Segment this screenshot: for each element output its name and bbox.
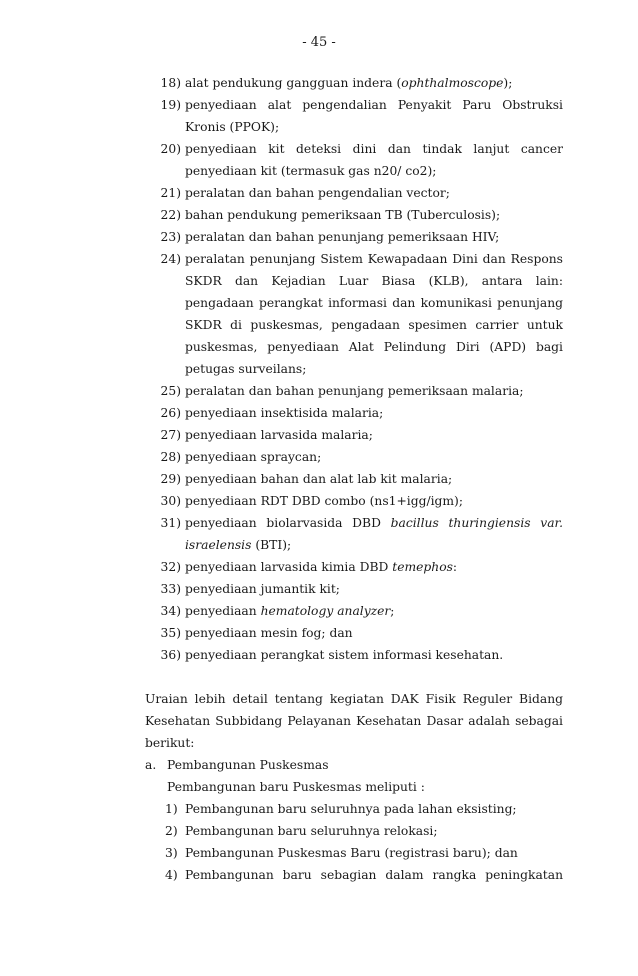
- item-text: bahan pendukung pemeriksaan TB (Tuberculosis);: [185, 208, 501, 222]
- list-item: [145, 424, 563, 446]
- list-item: [145, 490, 563, 512]
- list-item: [145, 578, 563, 600]
- item-number: 34): [160, 604, 181, 618]
- item-text: penyediaan hematology analyzer;: [185, 604, 395, 618]
- item-text: peralatan dan bahan pengendalian vector;: [185, 186, 450, 200]
- sub-list-item: [145, 842, 563, 864]
- sub-item-text: Pembangunan baru sebagian dalam rangka peningkatan: [185, 868, 563, 882]
- item-number: 30): [160, 494, 181, 508]
- list-item: [145, 72, 563, 94]
- item-number: 35): [160, 626, 181, 640]
- section-intro: Pembangunan baru Puskesmas meliputi :: [167, 780, 425, 794]
- sub-list: [145, 798, 563, 886]
- item-text: peralatan dan bahan penunjang pemeriksaan HIV;: [185, 230, 500, 244]
- item-text: penyediaan bahan dan alat lab kit malaria;: [185, 472, 453, 486]
- sub-list-item: [145, 798, 563, 820]
- item-text: penyediaan mesin fog; dan: [185, 626, 353, 640]
- item-text: penyediaan RDT DBD combo (ns1+igg/igm);: [185, 494, 463, 508]
- item-text: penyediaan spraycan;: [185, 450, 322, 464]
- list-item: [145, 226, 563, 248]
- sub-item-text: Pembangunan baru seluruhnya relokasi;: [185, 824, 438, 838]
- item-text: penyediaan perangkat sistem informasi kesehatan.: [185, 648, 504, 662]
- item-number: 18): [160, 76, 181, 90]
- item-number: 32): [160, 560, 181, 574]
- list-item: [145, 512, 563, 556]
- item-number: 25): [160, 384, 181, 398]
- item-number: 26): [160, 406, 181, 420]
- section-heading: [145, 754, 563, 776]
- description-paragraph: Uraian lebih detail tentang kegiatan DAK Fisik Reguler Bidang Kesehatan Subbidang Pelayanan Kesehatan Dasar adalah sebagai berikut:: [145, 692, 563, 750]
- sub-item-number: 1): [165, 802, 178, 816]
- item-text: penyediaan jumantik kit;: [185, 582, 340, 596]
- item-text: penyediaan biolarvasida DBD bacillus thuringiensis var. israelensis (BTI);: [185, 516, 563, 552]
- item-text: alat pendukung gangguan indera (ophthalmoscope);: [185, 76, 513, 90]
- list-item: [145, 402, 563, 424]
- sub-item-text: Pembangunan baru seluruhnya pada lahan eksisting;: [185, 802, 517, 816]
- item-number: 19): [160, 98, 181, 112]
- sub-item-number: 4): [165, 868, 178, 882]
- sub-item-number: 3): [165, 846, 178, 860]
- item-text: penyediaan insektisida malaria;: [185, 406, 384, 420]
- item-number: 33): [160, 582, 181, 596]
- list-item: [145, 468, 563, 490]
- item-text: penyediaan larvasida malaria;: [185, 428, 373, 442]
- item-number: 29): [160, 472, 181, 486]
- sub-list-item: [145, 820, 563, 842]
- sub-list-item: [145, 864, 563, 886]
- item-number: 23): [160, 230, 181, 244]
- numbered-list: [145, 72, 563, 666]
- item-number: 31): [160, 516, 181, 530]
- item-number: 22): [160, 208, 181, 222]
- item-number: 24): [160, 252, 181, 266]
- list-item: [145, 182, 563, 204]
- list-item: [145, 204, 563, 226]
- list-item: [145, 622, 563, 644]
- list-item: [145, 94, 563, 138]
- list-item: [145, 556, 563, 578]
- section-letter: a.: [145, 758, 157, 772]
- list-item: [145, 248, 563, 380]
- list-item: [145, 138, 563, 182]
- list-item: [145, 644, 563, 666]
- page-number: - 45 -: [302, 35, 336, 50]
- section-title: Pembangunan Puskesmas: [167, 758, 329, 772]
- item-text: penyediaan larvasida kimia DBD temephos:: [185, 560, 458, 574]
- list-item: [145, 380, 563, 402]
- list-item: [145, 446, 563, 468]
- section-a: [145, 754, 563, 886]
- sub-item-text: Pembangunan Puskesmas Baru (registrasi baru); dan: [185, 846, 518, 860]
- sub-item-number: 2): [165, 824, 178, 838]
- item-number: 21): [160, 186, 181, 200]
- item-text: penyediaan alat pengendalian Penyakit Paru Obstruksi Kronis (PPOK);: [185, 98, 563, 134]
- item-text: peralatan penunjang Sistem Kewapadaan Dini dan Respons SKDR dan Kejadian Luar Biasa (KLB), antara lain: pengadaan perangkat informasi dan komunikasi penunjang SKDR di puskesmas, pengadaan spesimen carrier untuk puskesmas, penyediaan Alat Pelindung Diri (APD) bagi petugas surveilans;: [185, 252, 563, 376]
- item-text: penyediaan kit deteksi dini dan tindak lanjut cancer penyediaan kit (termasuk gas n20/ co2);: [185, 142, 563, 178]
- item-text: peralatan dan bahan penunjang pemeriksaan malaria;: [185, 384, 524, 398]
- item-number: 20): [160, 142, 181, 156]
- item-number: 27): [160, 428, 181, 442]
- item-number: 28): [160, 450, 181, 464]
- list-item: [145, 600, 563, 622]
- item-number: 36): [160, 648, 181, 662]
